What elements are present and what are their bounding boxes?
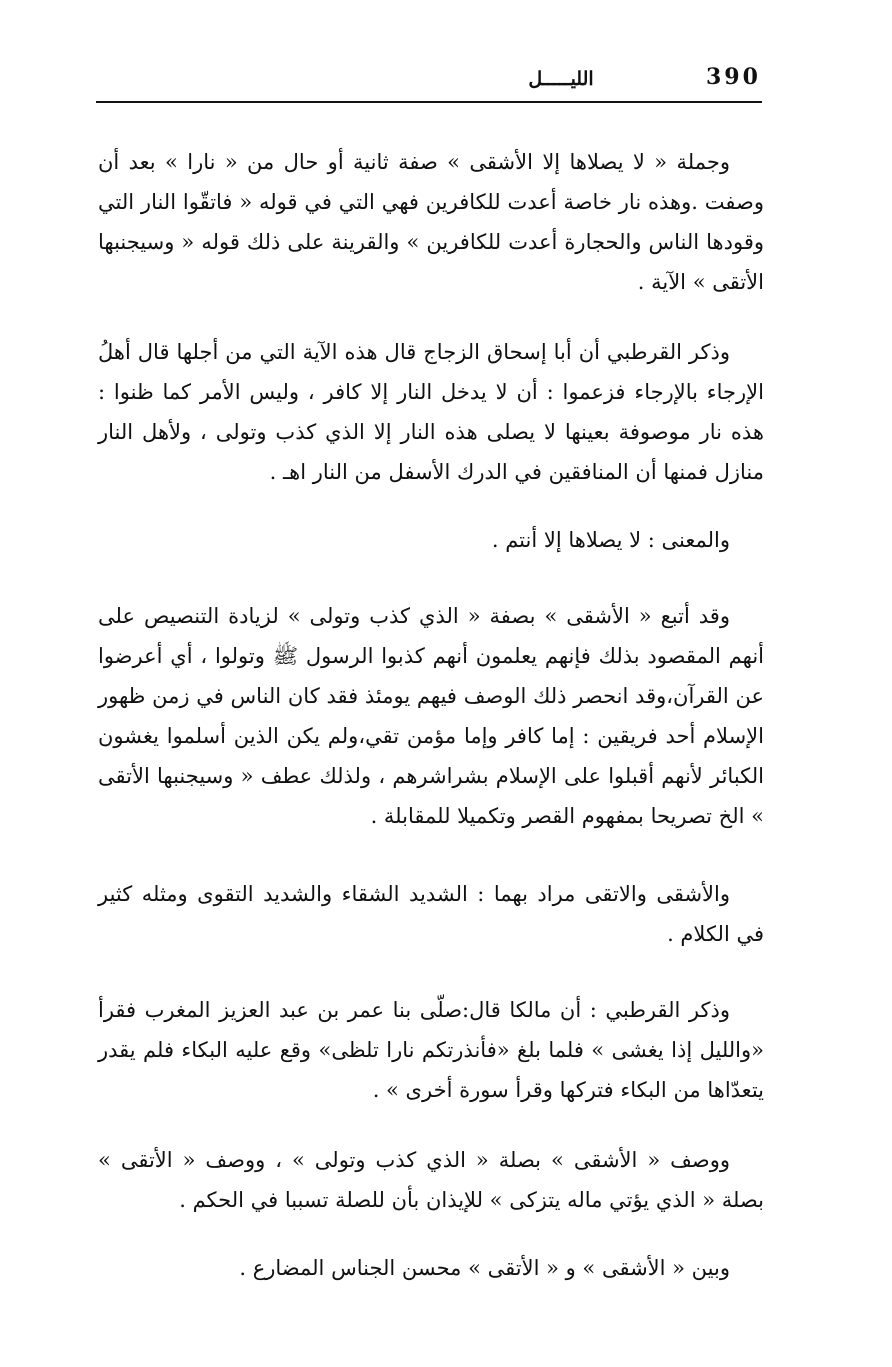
paragraph: وذكر القرطبي أن أبا إسحاق الزجاج قال هذه الآية التي من أجلها قال أهلُ الإرجاء بالإرجاء فزعموا : أن لا يدخل النار إلا كافر ، وليس الأمر كما ظنوا : هذه نار موصوفة بعينها لا يصلى هذه النار إلا الذي كذب وتولى ، ولأهل النار منازل فمنها أن المنافقين في الدرك الأسفل من النار اهـ . <box>98 340 764 484</box>
running-title: الليـــــل <box>528 68 594 90</box>
paragraph: وقد أتبع « الأشقى » بصفة « الذي كذب وتولى » لزيادة التنصيص على أنهم المقصود بذلك فإنهم يعلمون أنهم كذبوا الرسول ﷺ وتولوا ، أي أعرضوا عن القرآن،وقد انحصر ذلك الوصف فيهم يومئذ فقد كان الناس في زمن ظهور الإسلام أحد فريقين : إما كافر وإما مؤمن تقي،ولم يكن الذين أسلموا يغشون الكبائر لأنهم أقبلوا على الإسلام بشراشرهم ، ولذلك عطف « وسيجنبها الأتقى » الخ تصريحا بمفهوم القصر وتكميلا للمقابلة . <box>98 604 764 828</box>
header-rule <box>96 101 762 103</box>
paragraph: والأشقى والاتقى مراد بهما : الشديد الشقاء والشديد التقوى ومثله كثير في الكلام . <box>98 882 764 946</box>
page-number: 390 <box>706 64 761 90</box>
paragraph: وجملة « لا يصلاها إلا الأشقى » صفة ثانية أو حال من « نارا » بعد أن وصفت .وهذه نار خاصة أعدت للكافرين فهي التي في قوله « فاتقّوا النار التي وقودها الناس والحجارة أعدت للكافرين » والقرينة على ذلك قوله « وسيجنبها الأتقى » الآية . <box>98 150 764 294</box>
page-header <box>96 62 762 98</box>
body-text <box>98 142 764 1316</box>
paragraph: وذكر القرطبي : أن مالكا قال:صلّى بنا عمر بن عبد العزيز المغرب فقرأ «والليل إذا يغشى » فلما بلغ «فأنذرتكم نارا تلظى» وقع عليه البكاء فلم يقدر يتعدّاها من البكاء فتركها وقرأ سورة أخرى » . <box>98 998 764 1102</box>
paragraph: وبين « الأشقى » و « الأتقى » محسن الجناس المضارع . <box>239 1256 730 1280</box>
paragraph: ووصف « الأشقى » بصلة « الذي كذب وتولى » ، ووصف « الأتقى » بصلة « الذي يؤتي ماله يتزكى » للإيذان بأن للصلة تسببا في الحكم . <box>98 1148 764 1212</box>
paragraph: والمعنى : لا يصلاها إلا أنتم . <box>491 528 730 552</box>
